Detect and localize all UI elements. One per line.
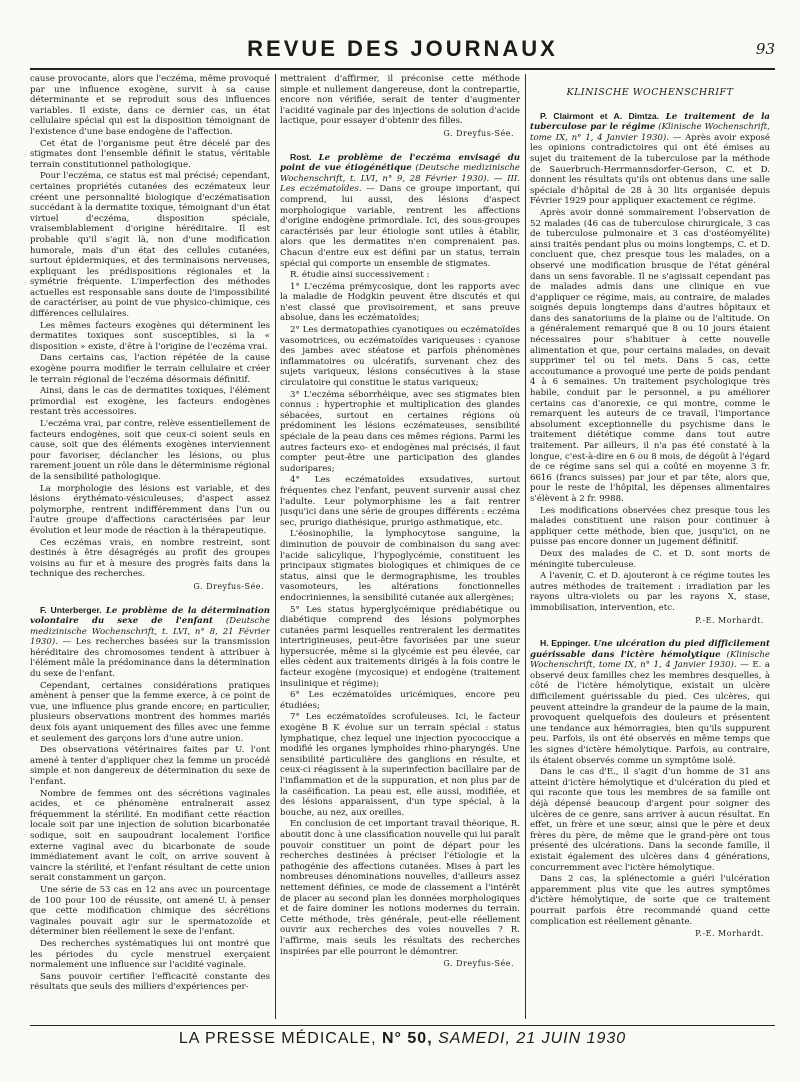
footer-divider	[30, 1025, 775, 1026]
paragraph: Les modifications observées chez presque tous les malades constituent une raison pour continuer à appliquer cette méthode, bien que, jusqu'ici, on ne puisse pas encore donner un jugement définitif.	[530, 505, 770, 548]
article-heading	[530, 111, 770, 207]
article-author: H. Eppinger.	[540, 638, 591, 649]
article-title: Le problème de la détermination volontaire du sexe de l'enfant	[30, 605, 270, 627]
article-source: (Klinische Wochenschrift, tome IX, n° 1, 4 Janvier 1930).	[530, 122, 770, 143]
paragraph: Pour l'eczéma, ce status est mal précisé; cependant, certaines propriétés cutanées des eczémateux leur créent une personnalité biologique d'eczématisation succédant à la dermatite toxique, témoignant d'un état virtuel d'eczéma, disposition spéciale, vraisemblablement d'origine héréditaire. Il est probable qu'il s'agit là, non d'une modification humorale, mais d'un état des cellules cutanées, surtout épidermiques, et des terminaisons nerveuses, expliquant les prédispositions régionales et la symétrie fréquente. L'imperfection des méthodes actuelles est responsable sans doute de l'impossibilité de caractériser, au point de vue physico-chimique, ces différences cellulaires.	[30, 171, 270, 320]
paragraph: 1° L'eczéma prémycosique, dont les rapports avec la maladie de Hodgkin peuvent être discutés et qui n'est classé que provisoirement, et sans preuve absolue, dans les eczématoïdes;	[280, 281, 520, 324]
article-heading	[280, 152, 520, 270]
page-number: 93	[755, 40, 775, 58]
paragraph: — Après avoir exposé les opinions contradictoires qui ont été émises au sujet du traitement de la tuberculose par la méthode de Sauerbruch-Herrmannsdorfer-Gerson, C. et D. donnent les résultats qu'ils ont obtenus dans une salle spéciale d'hôpital de 28 à 30 lits organisée depuis Février 1929 pour appliquer exactement ce régime.	[530, 132, 770, 207]
issue-number: N° 50,	[382, 1030, 433, 1047]
paragraph: A l'avenir, C. et D. ajouteront à ce régime toutes les autres méthodes de traitement : irradiation par les rayons ultra-violets ou par les rayons X, stase, immobilisation, intervention, etc.	[530, 571, 770, 613]
column-1	[30, 74, 270, 1019]
article-author: P. Clairmont et A. Dimtza.	[540, 110, 660, 121]
page-footer	[30, 1030, 775, 1048]
article-signature: P.-E. Morhardt.	[695, 929, 764, 939]
paragraph: 5° Les status hyperglycémique prédiabétique ou diabétique comprend des lésions polymorphes cutanées parmi lesquelles rentreraient les dermatites intertrigineuses, peut-être favorisées par une sueur hypersucrée, même si la glycémie est peu élevée, car elles cèdent aux traitements dirigés à la fois contre le facteur exogène (mycosique) et endogène (traitement insulinique et régime);	[280, 604, 520, 689]
paragraph: L'eczéma vrai, par contre, relève essentiellement de facteurs endogènes, soit que ceux-ci soient seuls en cause, soit que des éléments exogènes interviennent pour favoriser, déclancher les lésions, ou plus rarement jouent un rôle dans le déterminisme régional de la sensibilité pathologique.	[30, 419, 270, 482]
paragraph: Les mêmes facteurs exogènes qui déterminent les dermatites toxiques sont susceptibles, si la « disposition » existe, d'être à l'origine de l'eczéma vrai.	[30, 320, 270, 352]
paragraph: cause provocante, alors que l'eczéma, même provoqué par une influence exogène, survit à sa cause déterminante et se reproduit sous des influences variables. Il existe, dans ce dernier cas, un état cellulaire spécial qui est la disposition témoignant de l'existence d'une base endogène de l'affection.	[30, 74, 270, 137]
paragraph: En conclusion de cet important travail théorique, R. aboutit donc à une classification nouvelle qui lui paraît pouvoir constituer un point de départ pour les recherches destinées à préciser l'étiologie et la pathogénie des affections cutanées. Mises à part les nombreuses dénominations nouvelles, d'ailleurs assez nettement définies, ce mode de classement a l'intérêt de placer au second plan les données morphologiques et de faire dominer les notions modernes du terrain. Cette méthode, très générale, peut-elle réellement ouvrir aux recherches des voies nouvelles ? R. l'affirme, mais seuls les résultats des recherches inspirées par elle pourront le démontrer.	[280, 819, 520, 957]
paragraph: 3° L'eczéma séborrhéique, avec ses stigmates bien connus : hypertrophie et multiplication des glandes sébacées, surtout en certaines régions où prédominent les lésions eczémateuses, sensibilité spéciale de la peau dans ces mêmes régions. Parmi les autres facteurs exo- et endogènes mal précisés, il faut compter peut-être une participation des glandes sudoripares;	[280, 389, 520, 474]
article-signature: G. Dreyfus-Sée.	[443, 959, 514, 969]
publication-name: LA PRESSE MÉDICALE,	[178, 1030, 377, 1047]
paragraph: Dans le cas d'E., il s'agit d'un homme de 31 ans atteint d'ictère hémolytique et d'ulcération du pied et qui raconte que tous les membres de sa famille ont déjà dépensé beaucoup d'argent pour soigner des ulcères de ce genre, sans arriver à aucun résultat. En effet, un frère et une sœur, ainsi que le père et deux frères du père, de même que le grand-père ont tous présenté des ulcérations. Dans la seconde famille, il existait également des ulcères dans 4 générations, concurremment avec l'ictère hémolytique.	[530, 767, 770, 873]
article-signature: G. Dreyfus-Sée.	[443, 128, 514, 138]
section-heading: KLINISCHE WOCHENSCHRIFT	[566, 87, 734, 98]
page-header	[30, 30, 775, 64]
article-author: F. Unterberger.	[40, 604, 102, 615]
article-columns	[30, 74, 770, 1019]
paragraph: Sans pouvoir certifier l'efficacité constante des résultats que seuls des milliers d'expériences per-	[30, 971, 270, 993]
paragraph: Ces eczémas vrais, en nombre restreint, sont destinés à être désagrégés au profit des groupes voisins au fur et à mesure des progrès faits dans la technique des recherches.	[30, 537, 270, 580]
article-signature: G. Dreyfus-Sée.	[193, 581, 264, 591]
paragraph: Après avoir donné sommairement l'observation de 52 malades (46 cas de tuberculose chirurgicale, 3 cas de tuberculose pulmonaire et 3 cas d'ostéomyélite) ainsi traités pendant plus ou moins longtemps, C. et D. concluent que, chez presque tous les malades, on a observé une modification brusque de l'état général dans un sens favorable. Il ne s'agissait cependant pas de malades admis dans une clinique en vue d'appliquer ce régime, mais, au contraire, de malades soignés depuis longtemps dans d'autres hôpitaux et dans des sanatoriums de la plaine ou de l'altitude. On a généralement remarqué que 8 ou 10 jours étaient nécessaires pour s'habituer à cette nouvelle alimentation et que, pour certains malades, on devait supprimer tel ou tel mets. Dans 5 cas, cette accoutumance a provoqué une perte de poids pendant 4 à 6 semaines. Un traitement psychologique très habile, conduit par le personnel, a pu améliorer certains cas d'anorexie, ce qui montre, comme le remarquent les auteurs de ce travail, l'importance absolument exceptionnelle du psychisme dans le traitement diététique comme dans tout autre traitement. Par ailleurs, il n'a pas été constaté à la longue, c'est-à-dire en 6 ou 8 mois, de dégoût à l'égard de ce régime sans sel qui a coûté en moyenne 3 fr. 6616 (francs suisses) par jour et par tête, alors que, pour le reste de l'hôpital, les dépenses alimentaires s'élèvent à 2 fr. 9988.	[530, 207, 770, 504]
article-title: Le problème de l'eczéma envisagé du point de vue étiogénétique	[280, 152, 520, 174]
paragraph: mettraient d'affirmer, il préconise cette méthode simple et nullement dangereuse, dont la contrepartie, encore non vérifiée, serait de tenter d'augmenter l'acidité vaginale par des injections de solution d'acide lactique, pour essayer d'obtenir des filles.	[280, 74, 520, 127]
paragraph: — Dans ce groupe important, qui comprend, lui aussi, des lésions d'aspect morphologique variable, rentrent les affections d'origine endogène primordiale. Ici, des sous-groupes caractérisés par leur étiologie sont utiles à établir, alors que les dermatites n'en comprenaient pas. Chacun d'entre eux est défini par un status, terrain spécial qui comporte un ensemble de stigmates.	[280, 184, 520, 269]
paragraph: Des observations vétérinaires faites par U. l'ont amené à tenter d'appliquer chez la femme un procédé simple et non dangereux de détermination du sexe de l'enfant.	[30, 745, 270, 787]
issue-date: SAMEDI, 21 JUIN 1930	[438, 1030, 627, 1047]
paragraph: Nombre de femmes ont des sécrétions vaginales acides, et ce phénomène entraînerait assez fréquemment la stérilité. En modifiant cette réaction locale soit par une injection de solution bicarbonatée sodique, soit en saupoudrant localement l'orifice externe vaginal avec du bicarbonate de soude immédiatement avant le coït, on arrive souvent à vaincre la stérilité, et l'enfant résultant de cette union serait constamment un garçon.	[30, 788, 270, 884]
journal-section-title: REVUE DES JOURNAUX	[247, 36, 558, 61]
header-divider	[30, 68, 775, 70]
paragraph: 6° Les eczématoïdes uricémiques, encore peu étudiées;	[280, 690, 520, 711]
paragraph: Des recherches systématiques lui ont montré que les périodes du cycle menstruel exerçaient normalement une influence sur l'acidité vaginale.	[30, 938, 270, 971]
paragraph: L'éosinophilie, la lymphocytose sanguine, la diminution de pouvoir de combinaison du sang avec l'acide salicylique, l'hypoglycémie, constituent les principaux stigmates biologiques et chimiques de ce status, ainsi que le dermographisme, les troubles vasomoteurs, les altérations fonctionnelles endocriniennes, la sensibilité cutanée aux allergènes;	[280, 529, 520, 603]
article-source: (Klinische Wochenschrift, tome IX, n° 1, 4 Janvier 1930).	[530, 649, 770, 671]
article-source: (Deutsche medizinische Wochenschrift, t. LVI, n° 9, 28 Février 1930). — III. Les eczématoïdes.	[280, 163, 520, 195]
paragraph: Deux des malades de C. et D. sont morts de méningite tuberculeuse.	[530, 548, 770, 570]
paragraph: La morphologie des lésions est variable, et des lésions érythémato-vésiculeuses, d'aspect assez polymorphe, rentrent indifféremment dans l'un ou l'autre groupe d'affections caractérisées par leur évolution et leur mode de réaction à la thérapeutique.	[30, 483, 270, 536]
paragraph: 7° Les eczématoïdes scrofuleuses. Ici, le facteur exogène B K évolue sur un terrain spécial : status lymphatique, chez lequel une injection pyococcique a modifié les organes lymphoïdes rhino-pharyngés. Une sensibilité particulière des ganglions en résulte, et ceux-ci réagissent à la superinfection bacillaire par de l'inflammation et de la suppuration, et non plus par de la caséification. La peau est, elle aussi, modifiée, et des lésions apparaissent, d'un type spécial, à la bouche, au nez, aux oreilles.	[280, 712, 520, 818]
column-3	[530, 74, 770, 1019]
paragraph: 2° Les dermatopathies cyanotiques ou eczématoïdes vasomotrices, ou eczématoïdes variqueuses : cyanose des jambes avec stéatose et parfois phénomènes inflammatoires ou ulcératifs, survenant chez des sujets variqueux, lésions consécutives à la stase circulatoire qui constitue le status variqueux;	[280, 325, 520, 389]
article-source: (Deutsche medizinische Wochenschrift, t. LVI, n° 8, 21 Février 1930).	[30, 616, 270, 648]
paragraph: 4° Les eczématoïdes exsudatives, surtout fréquentes chez l'enfant, peuvent survenir aussi chez l'adulte. Leur polymorphisme les a fait rentrer jusqu'ici dans une série de groupes différents : eczéma sec, prurigo diathésique, prurigo asthmatique, etc.	[280, 475, 520, 528]
paragraph: — E. a observé deux familles chez les membres desquelles, à côté de l'ictère hémolytique, existait un ulcère difficilement guérissable du pied. Ces ulcères, qui peuvent atteindre la grandeur de la paume de la main, provoquent quelquefois des douleurs et présentent une tendance aux hémorragies, bien qu'ils suppurent peu. Parfois, ils ont été observés en même temps que les signes d'ictère hémolytique. Parfois, au contraire, ils étaient observés comme un symptôme isolé.	[530, 660, 770, 766]
paragraph: Cet état de l'organisme peut être décelé par des stigmates dont l'ensemble définit le status, véritable terrain constitutionnel pathologique.	[30, 138, 270, 170]
paragraph: Ainsi, dans le cas de dermatites toxiques, l'élément primordial est exogène, les facteurs endogènes restant très accessoires.	[30, 386, 270, 418]
paragraph: — Les recherches basées sur la transmission héréditaire des chromosomes tendent à attribuer à l'élément mâle la prédominance dans la détermination du sexe de l'enfant.	[30, 637, 270, 680]
paragraph: Une série de 53 cas en 12 ans avec un pourcentage de 100 pour 100 de réussite, ont amené U. à penser que cette modification chimique des sécrétions vaginales pouvait agir sur le spermatozoïde et déterminer bien réellement le sexe de l'enfant.	[30, 884, 270, 938]
paragraph: Dans 2 cas, la splénectomie a guéri l'ulcération apparemment plus vite que les autres symptômes d'ictère hémolytique, de sorte que ce traitement pourrait parfois être recommandé quand cette complication est réellement gênante.	[530, 874, 770, 927]
column-2	[280, 74, 520, 1019]
article-heading	[30, 605, 270, 680]
article-signature: P.-E. Morhardt.	[695, 615, 764, 625]
article-heading	[530, 638, 770, 766]
paragraph: R. étudie ainsi successivement :	[290, 270, 430, 281]
article-title: Le traitement de la tuberculose par le régime	[530, 111, 770, 133]
paragraph: Cependant, certaines considérations pratiques amènent à penser que la femme exerce, à ce point de vue, une influence plus grande encore; en particulier, plusieurs observations montrent des hommes mariés deux fois ayant uniquement des filles avec une femme et seulement des garçons lors d'une autre union.	[30, 680, 270, 744]
article-title: Une ulcération du pied difficilement guérissable dans l'ictère hémolytique	[530, 639, 770, 660]
paragraph: Dans certains cas, l'action répétée de la cause exogène pourra modifier le terrain cellulaire et créer le terrain régional de l'eczéma désormais définitif.	[30, 353, 270, 385]
article-author: Rost.	[290, 151, 312, 162]
